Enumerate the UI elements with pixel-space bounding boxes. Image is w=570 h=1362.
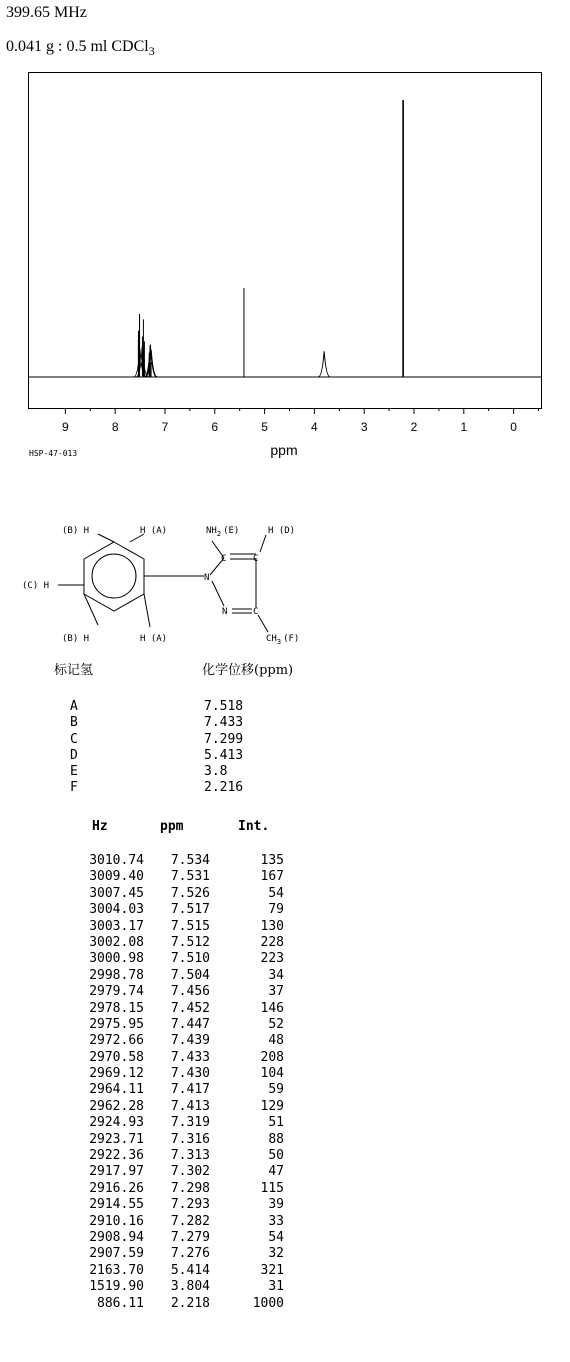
peak-hz: 2907.59 xyxy=(89,1246,144,1262)
peak-hz: 3010.74 xyxy=(89,853,144,868)
peak-hz: 2923.71 xyxy=(89,1131,144,1147)
x-axis-ticks xyxy=(62,408,538,434)
assignment-row xyxy=(70,780,243,796)
peak-row xyxy=(0,1296,300,1312)
label-ha-top: H (A) xyxy=(140,526,168,536)
sample-subscript: 3 xyxy=(148,44,155,59)
x-tick-label: 9 xyxy=(62,420,69,434)
atom-c1: C xyxy=(221,554,227,564)
peak-int: 167 xyxy=(260,869,284,885)
plot-frame xyxy=(29,73,542,409)
assignment-label: D xyxy=(70,747,78,763)
x-axis-label: ppm xyxy=(270,442,298,458)
peak-ppm: 7.515 xyxy=(170,918,210,934)
assignment-label: F xyxy=(70,780,78,796)
peak-row xyxy=(0,1066,300,1082)
peak-row xyxy=(0,1246,300,1262)
peak-ppm: 7.413 xyxy=(170,1098,210,1114)
peak-hz: 1519.90 xyxy=(89,1279,144,1295)
spectrum-peaks xyxy=(28,100,541,377)
peak-ppm: 5.414 xyxy=(170,1262,210,1278)
peak-hz: 2962.28 xyxy=(89,1098,144,1114)
peak-int: 104 xyxy=(260,1066,284,1082)
peak-row xyxy=(0,902,300,918)
peak-hz: 3000.98 xyxy=(89,951,144,967)
peak-hz: 2922.36 xyxy=(89,1148,144,1164)
peak-row xyxy=(0,1263,300,1279)
peak-hz: 3009.40 xyxy=(89,869,144,885)
assignment-shift: 7.518 xyxy=(204,699,244,714)
peak-row xyxy=(0,1148,300,1164)
peak-ppm: 7.293 xyxy=(170,1197,210,1213)
benzene-ring xyxy=(84,542,144,611)
peak-ppm: 7.447 xyxy=(170,1016,210,1032)
peak-int: 146 xyxy=(260,1000,284,1016)
peak-int: 228 xyxy=(260,934,284,950)
peak-ppm: 7.430 xyxy=(170,1066,210,1082)
peak-row xyxy=(0,1001,300,1017)
peak-int: 223 xyxy=(260,951,284,967)
peak-row xyxy=(0,1017,300,1033)
peak-int: 52 xyxy=(268,1016,284,1032)
peak-ppm: 7.512 xyxy=(170,934,210,950)
peak-int: 50 xyxy=(268,1148,284,1164)
peak-hz: 2998.78 xyxy=(89,967,144,983)
peak-row xyxy=(0,968,300,984)
header-hz: Hz xyxy=(92,819,108,834)
atom-c3: C xyxy=(253,607,259,617)
peak-ppm: 2.218 xyxy=(170,1295,210,1311)
peak-int: 39 xyxy=(268,1197,284,1213)
peak-ppm: 3.804 xyxy=(170,1279,210,1295)
assignment-row xyxy=(70,764,243,780)
peak-int: 208 xyxy=(260,1049,284,1065)
peak-int: 51 xyxy=(268,1115,284,1131)
nmr-spectrum-chart xyxy=(0,0,570,470)
peak-hz: 2970.58 xyxy=(89,1049,144,1065)
peak-row xyxy=(0,984,300,1000)
peak-row xyxy=(0,1164,300,1180)
peak-hz: 2972.66 xyxy=(89,1033,144,1049)
peak-row xyxy=(0,1099,300,1115)
peak-ppm: 7.316 xyxy=(170,1131,210,1147)
peak-hz: 2910.16 xyxy=(89,1213,144,1229)
spectrum-code: HSP-47-013 xyxy=(29,449,78,458)
sample-text: 0.041 g : 0.5 ml CDCl xyxy=(6,38,149,55)
assignment-row xyxy=(70,699,243,715)
peak-ppm: 7.531 xyxy=(170,869,210,885)
peak-row xyxy=(0,1082,300,1098)
peak-hz: 2908.94 xyxy=(89,1229,144,1245)
peak-row xyxy=(0,1033,300,1049)
x-tick-label: 8 xyxy=(111,420,119,434)
peak-ppm: 7.319 xyxy=(170,1115,210,1131)
header-int: Int. xyxy=(238,819,270,834)
peak-int: 88 xyxy=(268,1131,284,1147)
peak-row xyxy=(0,1181,300,1197)
peak-int: 54 xyxy=(268,1229,284,1245)
peak-ppm: 7.282 xyxy=(170,1213,210,1229)
peak-ppm: 7.439 xyxy=(170,1033,210,1049)
x-tick-label: 3 xyxy=(360,420,368,434)
label-ha-bottom: H (A) xyxy=(140,634,168,644)
x-tick-label: 2 xyxy=(410,420,418,434)
assignment-label: C xyxy=(70,731,78,747)
peak-hz: 2964.11 xyxy=(89,1082,144,1098)
peak-int: 48 xyxy=(268,1033,284,1049)
peak-int: 135 xyxy=(260,853,284,868)
assignment-row xyxy=(70,748,243,764)
assignment-shift: 7.433 xyxy=(204,715,244,731)
peak-ppm: 7.534 xyxy=(170,853,210,868)
peak-ppm: 7.433 xyxy=(170,1049,210,1065)
peak-ppm: 7.298 xyxy=(170,1180,210,1196)
peak-int: 79 xyxy=(268,902,284,918)
x-tick-label: 4 xyxy=(311,420,318,434)
peak-ppm: 7.276 xyxy=(170,1246,210,1262)
x-tick-label: 6 xyxy=(211,420,219,434)
peak-ppm: 7.417 xyxy=(170,1082,210,1098)
peak-hz: 2975.95 xyxy=(89,1016,144,1032)
header-ppm: ppm xyxy=(160,819,184,834)
peak-row xyxy=(0,1197,300,1213)
peak-ppm: 7.452 xyxy=(170,1000,210,1016)
x-tick-label: 7 xyxy=(161,420,169,434)
label-ch3: $CH_3$ (F) xyxy=(266,634,300,646)
peak-hz: 2969.12 xyxy=(89,1066,144,1082)
peak-hz: 886.11 xyxy=(97,1295,144,1311)
assignment-header-shift: 化学位移(ppm) xyxy=(202,663,294,678)
x-tick-label: 1 xyxy=(460,420,468,434)
peak-int: 130 xyxy=(260,918,284,934)
assignment-shift: 7.299 xyxy=(204,731,244,747)
atom-c2: C xyxy=(253,554,259,564)
peak-hz: 2916.26 xyxy=(89,1180,144,1196)
peak-row xyxy=(0,1214,300,1230)
label-hb-bottom: (B) H xyxy=(62,634,90,644)
peak-row xyxy=(0,853,300,869)
peak-int: 33 xyxy=(268,1213,284,1229)
aromatic-circle xyxy=(92,554,136,598)
atom-n1: N xyxy=(204,573,210,583)
label-hb-top: (B) H xyxy=(62,526,90,536)
peak-row xyxy=(0,1115,300,1131)
peak-row xyxy=(0,886,300,902)
peak-ppm: 7.504 xyxy=(170,967,210,983)
peak-ppm: 7.526 xyxy=(170,885,210,901)
peak-row xyxy=(0,1050,300,1066)
peak-int: 32 xyxy=(268,1246,284,1262)
peak-row xyxy=(0,951,300,967)
peak-table xyxy=(0,853,300,1312)
peak-ppm: 7.313 xyxy=(170,1148,210,1164)
label-nh2: $NH_2$ (E) xyxy=(206,526,240,538)
peak-row xyxy=(0,935,300,951)
peak-row xyxy=(0,1279,300,1295)
peak-int: 59 xyxy=(268,1082,284,1098)
peak-hz: 3002.08 xyxy=(89,934,144,950)
peak-ppm: 7.456 xyxy=(170,984,210,1000)
peak-int: 321 xyxy=(260,1262,284,1278)
assignment-shift: 2.216 xyxy=(204,780,244,796)
peak-row xyxy=(0,1132,300,1148)
peak-ppm: 7.510 xyxy=(170,951,210,967)
peak-hz: 2979.74 xyxy=(89,984,144,1000)
peak-hz: 2914.55 xyxy=(89,1197,144,1213)
x-tick-label: 0 xyxy=(510,420,517,434)
structure-bonds xyxy=(58,534,268,632)
spectrum-peak xyxy=(318,351,330,377)
peak-hz: 3004.03 xyxy=(89,902,144,918)
x-tick-label: 5 xyxy=(261,420,268,434)
peak-int: 34 xyxy=(268,967,284,983)
spectrometer-frequency: 399.65 MHz xyxy=(6,4,87,21)
peak-int: 1000 xyxy=(252,1295,284,1311)
peak-int: 37 xyxy=(268,984,284,1000)
peak-row xyxy=(0,1230,300,1246)
peak-hz: 3007.45 xyxy=(89,885,144,901)
peak-int: 31 xyxy=(268,1279,284,1295)
peak-int: 115 xyxy=(260,1180,284,1196)
label-hd: H (D) xyxy=(268,526,296,536)
assignment-shift: 5.413 xyxy=(204,747,244,763)
peak-int: 54 xyxy=(268,885,284,901)
peak-ppm: 7.302 xyxy=(170,1164,210,1180)
label-hc: (C) H xyxy=(22,581,50,591)
assignment-label: B xyxy=(70,715,78,731)
assignment-table xyxy=(70,699,243,797)
peak-int: 129 xyxy=(260,1098,284,1114)
peak-hz: 2978.15 xyxy=(89,1000,144,1016)
peak-hz: 3003.17 xyxy=(89,918,144,934)
assignment-shift: 3.8 xyxy=(204,764,228,780)
assignment-header-label: 标记氢 xyxy=(54,663,94,678)
molecule-structure xyxy=(0,515,320,650)
assignment-label: E xyxy=(70,764,78,780)
atom-n2: N xyxy=(222,607,228,617)
peak-hz: 2163.70 xyxy=(89,1262,144,1278)
peak-int: 47 xyxy=(268,1164,284,1180)
peak-row xyxy=(0,919,300,935)
peak-row xyxy=(0,869,300,885)
peak-hz: 2917.97 xyxy=(89,1164,144,1180)
assignment-row xyxy=(70,715,243,731)
peak-ppm: 7.517 xyxy=(170,902,210,918)
assignment-row xyxy=(70,732,243,748)
peak-ppm: 7.279 xyxy=(170,1229,210,1245)
peak-hz: 2924.93 xyxy=(89,1115,144,1131)
assignment-label: A xyxy=(70,699,78,714)
